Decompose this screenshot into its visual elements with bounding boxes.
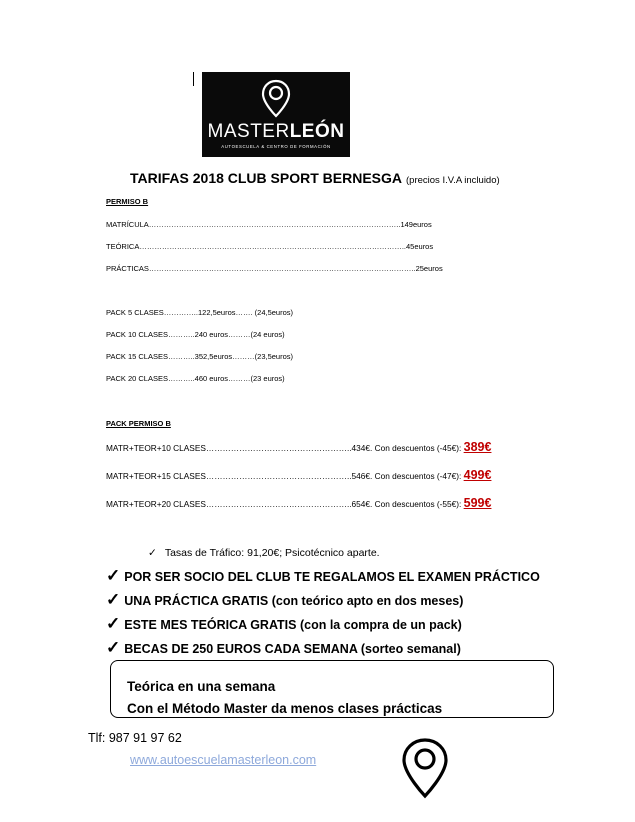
pack-line: PACK 20 CLASES………..460 euros………(23 euros) <box>106 374 285 383</box>
pack-line: PACK 5 CLASES…………..122,5euros……. (24,5euros) <box>106 308 294 317</box>
promo-item: ✓ BECAS DE 250 EUROS CADA SEMANA (sorteo semanal) <box>106 638 461 657</box>
discount-price: 389€ <box>463 440 492 454</box>
pack-permiso-line: MATR+TEOR+10 CLASES……………………………………………..434€. Con descuentos (-45€): 389€ <box>106 440 492 454</box>
masterleon-logo <box>202 72 350 157</box>
box-line-2: Con el Método Master da menos clases prácticas <box>127 701 443 716</box>
pack-permiso-line: MATR+TEOR+15 CLASES……………………………………………..546€. Con descuentos (-47€): 499€ <box>106 468 492 482</box>
price-line-practicas: PRÁCTICAS……………………………………………………………………………………………..25euros <box>106 264 443 273</box>
page-title: TARIFAS 2018 CLUB SPORT BERNESGA (precios I.V.A incluido) <box>130 170 500 186</box>
vat-note: (precios I.V.A incluido) <box>406 175 500 186</box>
location-pin-icon <box>400 736 450 802</box>
logo-name: MASTERLEÓN <box>207 121 345 142</box>
check-icon: ✓ <box>148 547 157 559</box>
check-icon: ✓ <box>106 638 121 657</box>
box-line-1: Teórica en una semana <box>127 679 276 694</box>
logo-tagline: AUTOESCUELA & CENTRO DE FORMACIÓN <box>221 144 331 149</box>
pack-line: PACK 10 CLASES………..240 euros………(24 euros) <box>106 330 285 339</box>
phone-number: Tlf: 987 91 97 62 <box>88 731 182 745</box>
location-pin-icon <box>260 78 292 120</box>
price-line-teorica: TEÓRICA……………………………………………………………………………………………..45euros <box>106 242 434 251</box>
permiso-b-heading: PERMISO B <box>106 197 149 206</box>
text-cursor <box>193 72 194 86</box>
pack-line: PACK 15 CLASES………..352,5euros………(23,5euros) <box>106 352 294 361</box>
tasas-note: ✓ Tasas de Tráfico: 91,20€; Psicotécnico aparte. <box>148 547 380 559</box>
promo-item: ✓ POR SER SOCIO DEL CLUB TE REGALAMOS EL EXAMEN PRÁCTICO <box>106 566 540 585</box>
pack-permiso-line: MATR+TEOR+20 CLASES……………………………………………..654€. Con descuentos (-55€): 599€ <box>106 496 492 510</box>
check-icon: ✓ <box>106 566 121 585</box>
check-icon: ✓ <box>106 614 121 633</box>
price-line-matricula: MATRÍCULA………………………………………………………………………………………..149euros <box>106 220 432 229</box>
promo-item: ✓ UNA PRÁCTICA GRATIS (con teórico apto en dos meses) <box>106 590 464 609</box>
discount-price: 599€ <box>463 496 492 510</box>
website-link[interactable]: www.autoescuelamasterleon.com <box>130 753 317 767</box>
pack-permiso-b-heading: PACK PERMISO B <box>106 419 171 428</box>
promo-item: ✓ ESTE MES TEÓRICA GRATIS (con la compra de un pack) <box>106 614 462 633</box>
discount-price: 499€ <box>463 468 492 482</box>
check-icon: ✓ <box>106 590 121 609</box>
